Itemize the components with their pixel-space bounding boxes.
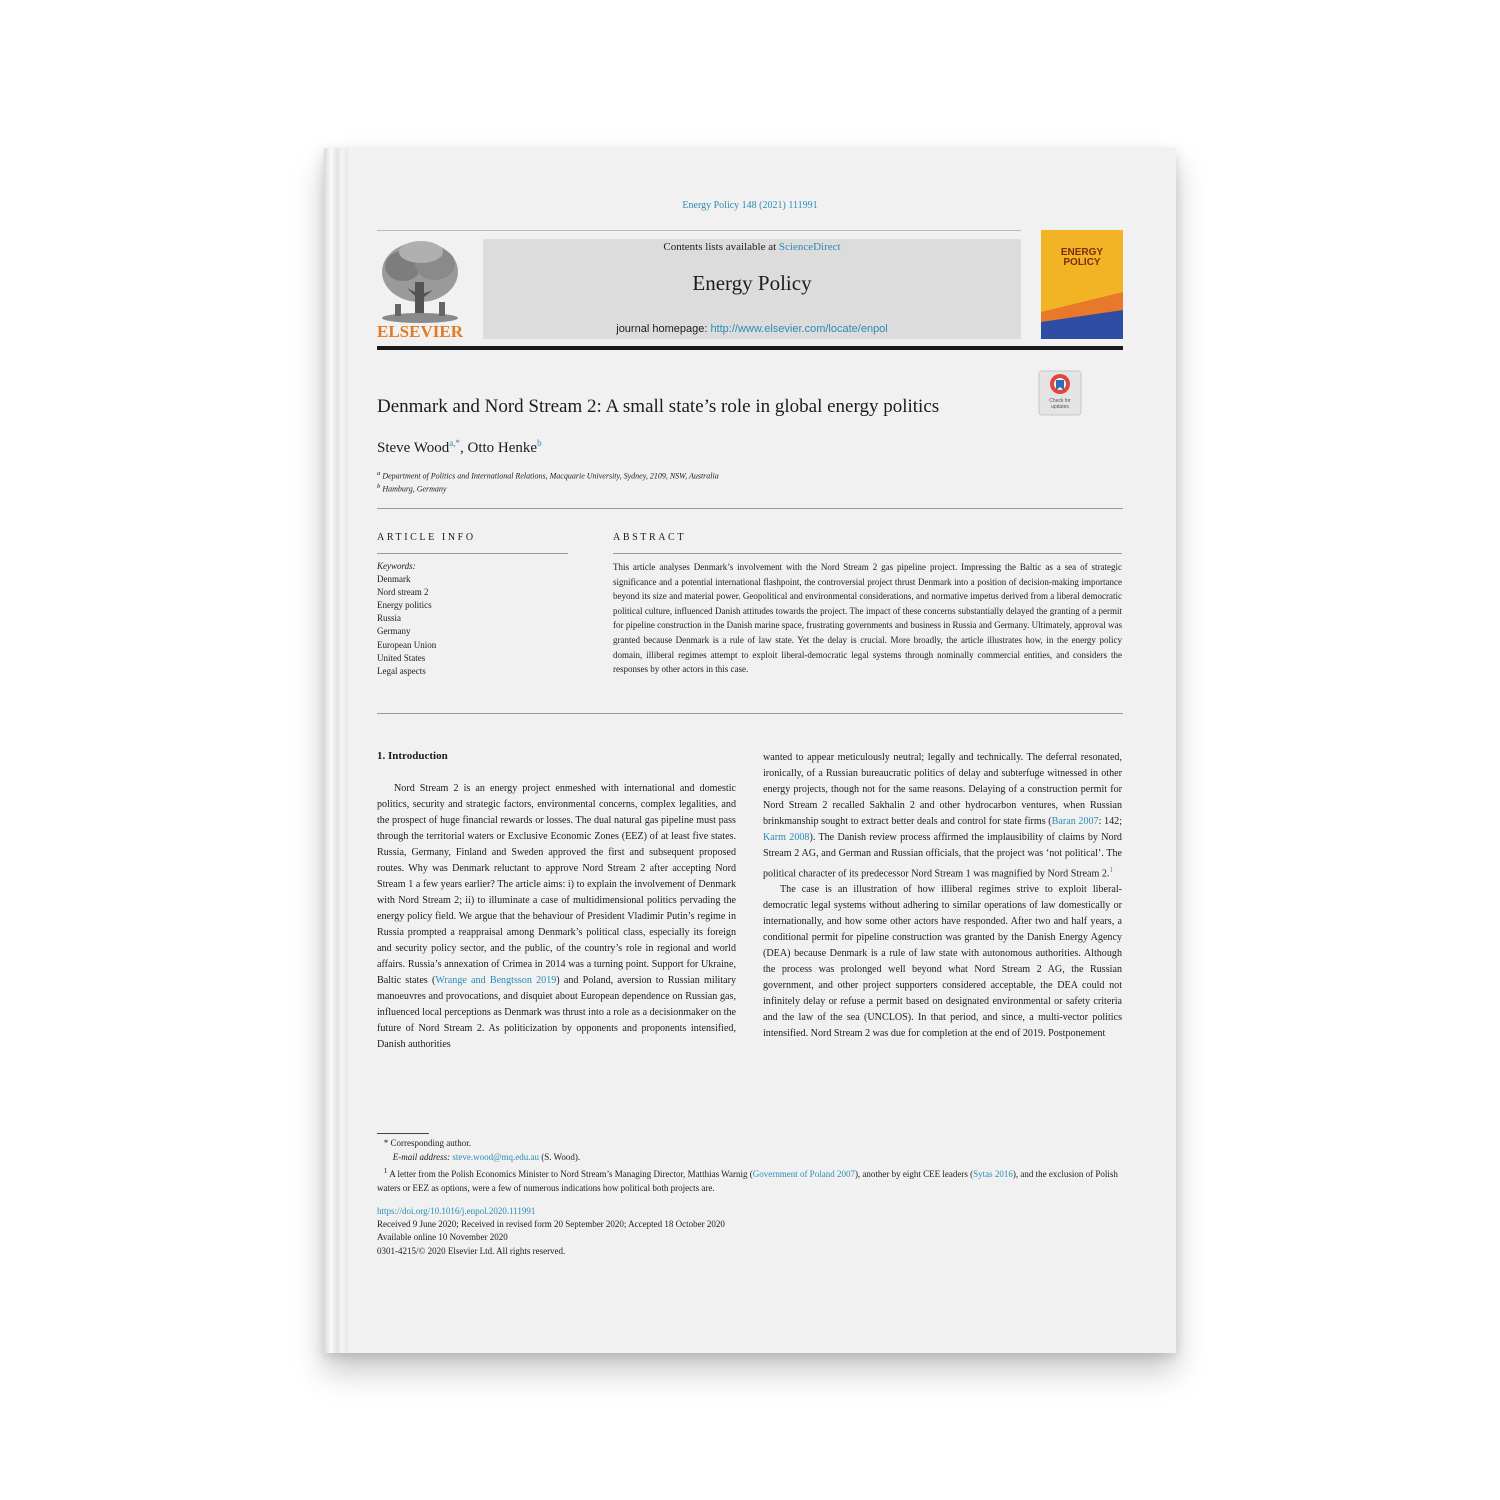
sciencedirect-link[interactable]: ScienceDirect <box>778 241 841 253</box>
footnote-ref[interactable]: 1 <box>1109 866 1113 874</box>
citation-link[interactable]: Sytas 2016 <box>973 1169 1013 1179</box>
keyword-item: Legal aspects <box>377 665 426 676</box>
abstract-heading: ABSTRACT <box>613 532 687 543</box>
article-info-rule <box>377 553 568 554</box>
journal-cover-thumbnail[interactable] <box>1041 230 1123 339</box>
doi-link[interactable]: https://doi.org/10.1016/j.enpol.2020.111991 <box>377 1206 536 1216</box>
check-for-updates-label: Check for updates <box>1049 398 1071 410</box>
keyword-item: Nord stream 2 <box>377 587 429 598</box>
footnote-corresponding: * Corresponding author. <box>383 1138 471 1148</box>
citation-link[interactable]: Karm 2008 <box>763 832 810 843</box>
author-henke: Otto Henke <box>467 440 538 456</box>
header-rule <box>377 230 1021 231</box>
footnote-1: $^1$ A letter from the Polish Economics Minister to Nord Stream’s Managing Director, Matthias Warnig (Government of Poland 2007), another by eight CEE leaders (Sytas 2016), and the exclusion of Polish waters or EEZ as options, were a few of numerous indications how political both projects are. <box>377 1166 1118 1193</box>
footnote-email: E-mail address: steve.wood@mq.edu.au (S. Wood). <box>392 1152 581 1162</box>
paragraph: The case is an illustration of how illiberal regimes strive to exploit liberal-democratic legal systems without adhering to similar operations of law domestically or internationally, and how some other actors have responded. After two and half years, a conditional permit for pipeline construction was granted by the Danish Energy Agency (DEA) because Denmark is a rule of law state with autonomous authorities. Although the process was prolonged well beyond what Nord Stream 2 AG, the Russian government, and other project supporters considered acceptable, the DEA could not infinitely delay or refuse a permit based on designated environmental or safety criteria and the law of the sea (UNCLOS). In that period, and since, a multi-vector politics intensified. Nord Stream 2 was due for completion at the end of 2019. Postponement <box>763 884 1122 1040</box>
copyright: 0301-4215/© 2020 Elsevier Ltd. All rights reserved. <box>377 1245 566 1256</box>
author-henke-affil[interactable]: b <box>537 438 542 448</box>
paper-page <box>324 148 1176 1353</box>
body-column-right: wanted to appear meticulously neutral; legally and technically. The deferral resonated, ironically, of a Russian bureaucratic politics of delay and subterfuge witnessed in other energy projects, though not for the same reasons. Delaying of a construction permit for Nord Stream 2 recalled Sakhalin 2 and other hydrocarbon ventures, when Russian brinkmanship sought to extract better deals and control for state firms (Baran 2007: 142; Karm 2008). The Danish review process affirmed the implausibility of claims by Nord Stream 2 AG, and German and Russian officials, that the project was ‘not political’. The political character of its predecessor Nord Stream 1 was magnified by Nord Stream 2.$^1$ The case is an illustration of how illiberal regimes strive to exploit liberal-democratic legal systems without adhering to similar operations of law domestically or internationally, and how some other actors have responded. After two and half years, a conditional permit for pipeline construction was granted by the Danish Energy Agency (DEA) because Denmark is a rule of law state with autonomous authorities. Although the process was prolonged well beyond what Nord Stream 2 AG, the Russian government, and other project supporters considered acceptable, the DEA could not infinitely delay or refuse a permit based on designated environmental or safety criteria and the law of the sea (UNCLOS). In that period, and since, a multi-vector politics intensified. Nord Stream 2 was due for completion at the end of 2019. Postponement <box>763 750 1122 1042</box>
body-column-left: Nord Stream 2 is an energy project enmeshed with international and domestic politics, security and strategic factors, environmental concerns, complex legalities, and the prospect of huge financial rewards or losses. The dual natural gas pipeline must pass through the territorial waters or Exclusive Economic Zones (EEZ) of at least five states. Russia, Germany, Finland and Sweden approved the first and subsequent proposed routes. Why was Denmark reluctant to approve Nord Stream 2 after accepting Nord Stream 1 a few years earlier? The article aims: i) to explain the involvement of Denmark with Nord Stream 2; ii) to illuminate a case of multidimensional politics pervading the energy policy field. We argue that the behaviour of President Vladimir Putin’s regime in Russia prompted a reappraisal among Denmark’s political class, especially its foreign and security policy sector, and the public, of the country’s role in regional and world affairs. Russia’s annexation of Crimea in 2014 was a turning point. Support for Ukraine, Baltic states (Wrange and Bengtsson 2019) and Poland, aversion to Russian military manoeuvres and provocations, and disquiet about European dependence on Russian gas, influenced local perceptions as Denmark was thrust into a role as a decisionmaker on the future of Nord Stream 2. As politicization by opponents and proponents intensified, Danish authorities <box>377 783 736 1050</box>
citation-link[interactable]: Baran 2007 <box>1051 816 1099 827</box>
journal-name: Energy Policy <box>692 271 812 295</box>
citation-link[interactable]: Government of Poland 2007 <box>752 1169 855 1179</box>
keyword-item: Russia <box>377 613 402 624</box>
author-list: Steve Wood$^{a,*}$, Otto Henke$^b$ <box>377 438 542 456</box>
abstract-text: This article analyses Denmark’s involvement with the Nord Stream 2 gas pipeline project. Impressing the Baltic as a sea of strategic significance and a potential international flashpoint, the controversial project thrust Denmark into a position of decision-making importance beyond its size and material power. Geopolitical and environmental considerations, and normative impetus derived from a liberal democratic political culture, influenced Danish attitudes towards the project. The impact of these concerns substantially delayed the granting of a permit for pipeline construction in the Danish marine space, frustrating governments and business in Russia and Germany. Ultimately, approval was granted because Denmark is a rule of law state. Yet the delay is crucial. More broadly, the article illustrates how, in the energy policy domain, illiberal regimes attempt to exploit liberal-democratic legal systems through nominally commercial entities, and considers the responses by other actors in this case. <box>613 562 1122 675</box>
keyword-item: Germany <box>377 626 411 637</box>
received-dates: Received 9 June 2020; Received in revised form 20 September 2020; Accepted 18 October 2020 <box>377 1219 725 1230</box>
citation-link[interactable]: Wrange and Bengtsson 2019 <box>435 975 557 986</box>
book-spine <box>324 148 348 1353</box>
elsevier-wordmark: ELSEVIER <box>377 322 463 341</box>
abstract-rule <box>613 553 1122 554</box>
keyword-item: Denmark <box>377 574 411 585</box>
footnote-rule <box>377 1133 429 1134</box>
article-title: Denmark and Nord Stream 2: A small state’s role in global energy politics <box>377 396 940 417</box>
affiliation-a: $^a$ Department of Politics and International Relations, Macquarie University, Sydney, 2109, NSW, Australia <box>377 470 719 481</box>
abstract-bottom-rule <box>377 713 1123 714</box>
cover-title: ENERGY POLICY <box>1060 247 1104 268</box>
publication-info <box>377 1205 725 1258</box>
journal-citation[interactable]: Energy Policy 148 (2021) 111991 <box>682 200 818 211</box>
keyword-item: European Union <box>377 639 437 650</box>
journal-banner <box>483 239 1021 339</box>
article-info-heading: ARTICLE INFO <box>377 532 476 543</box>
keywords-label: Keywords: <box>377 561 416 571</box>
affiliation-b: $^b$ Hamburg, Germany <box>377 483 447 494</box>
author-wood-affil[interactable]: a,* <box>449 438 461 448</box>
keyword-item: United States <box>377 652 426 663</box>
email-link[interactable]: steve.wood@mq.edu.au <box>452 1152 539 1162</box>
available-online: Available online 10 November 2020 <box>377 1232 508 1243</box>
homepage-link[interactable]: http://www.elsevier.com/locate/enpol <box>710 323 888 335</box>
header-thick-rule <box>377 346 1123 350</box>
keyword-item: Energy politics <box>377 600 432 611</box>
section-heading-introduction: 1. Introduction <box>377 750 448 762</box>
author-wood: Steve Wood <box>377 440 450 456</box>
affiliation-rule <box>377 508 1123 509</box>
homepage-line: journal homepage: http://www.elsevier.com/locate/enpol <box>616 323 888 335</box>
contents-line: Contents lists available at ScienceDirect <box>663 241 841 253</box>
keyword-list <box>377 560 436 678</box>
